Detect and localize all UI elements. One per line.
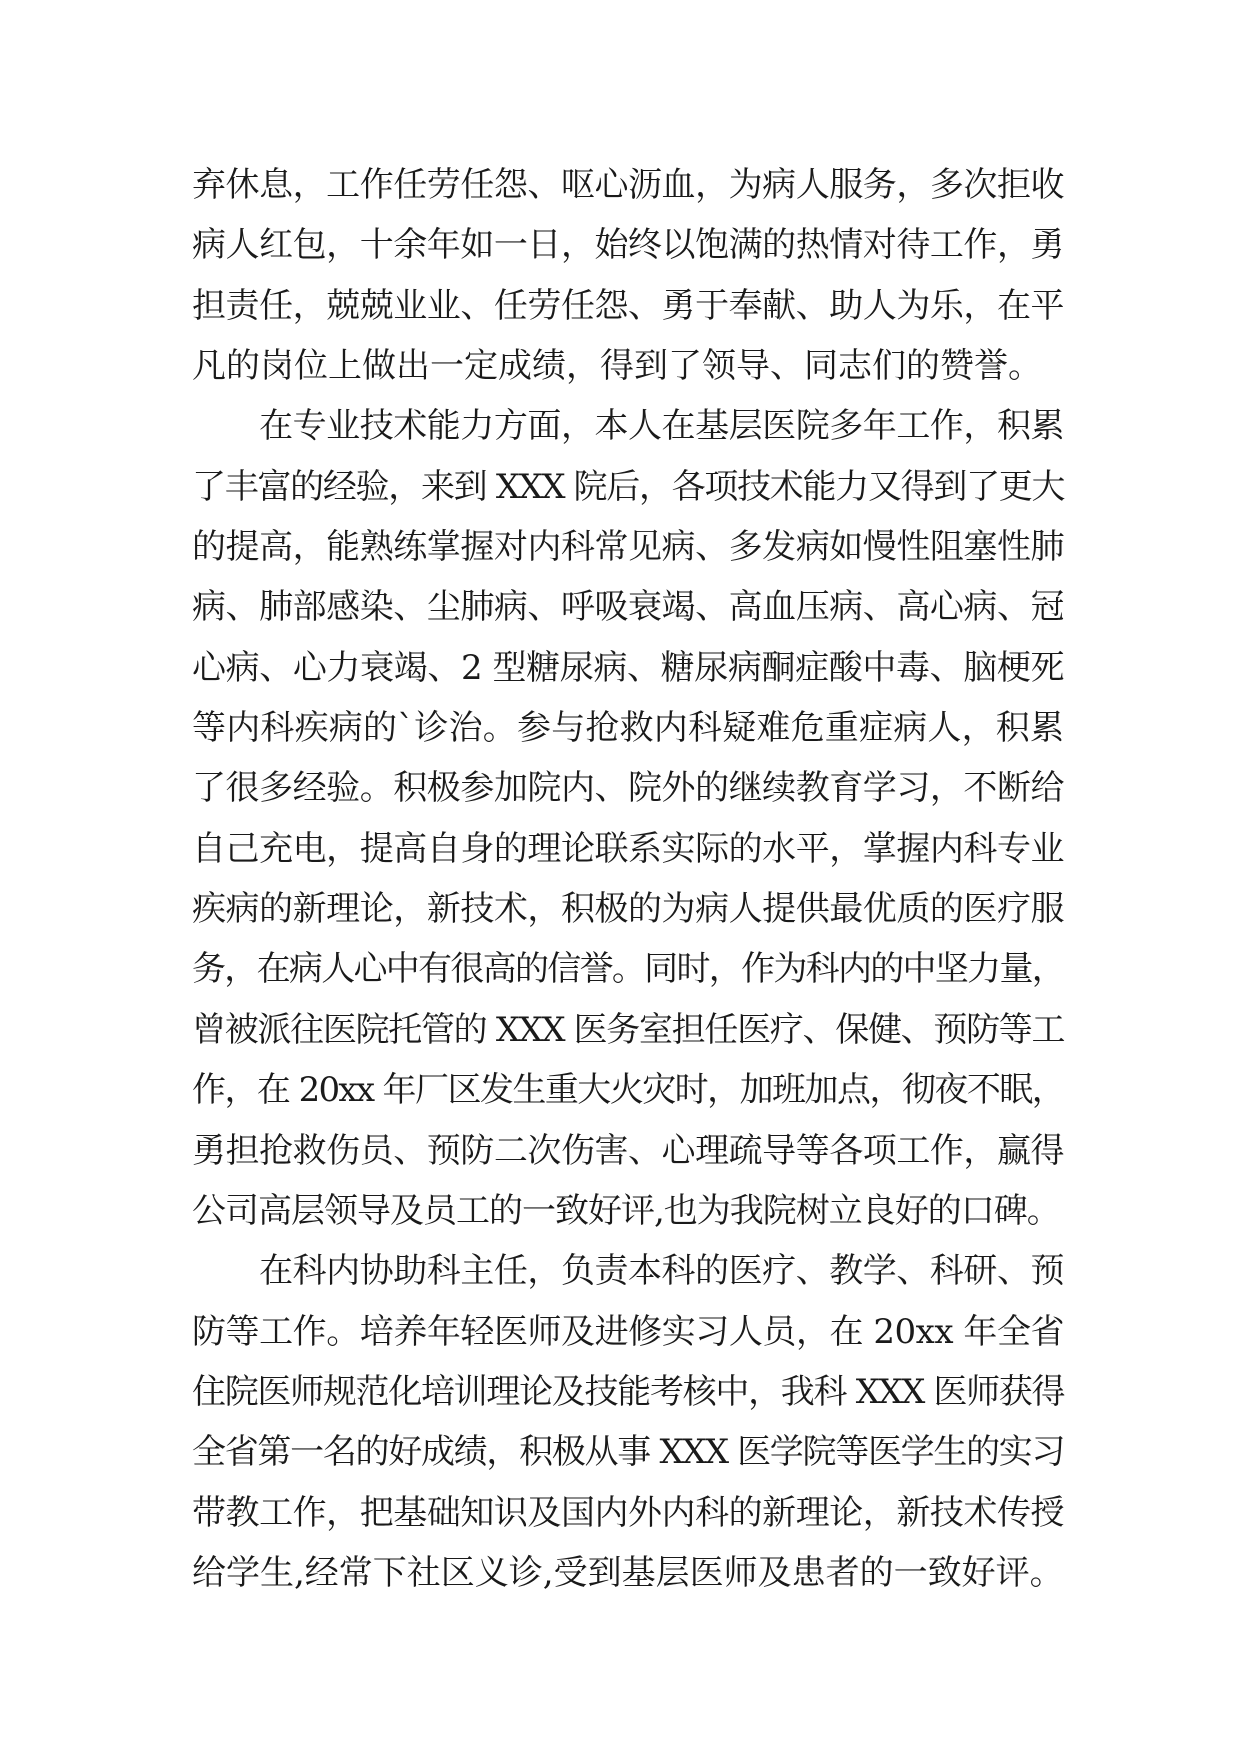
text-line: 疾病的新理论，新技术，积极的为病人提供最优质的医疗服 — [192, 889, 1064, 930]
text-line: 了丰富的经验，来到 XXX 院后，各项技术能力又得到了更大 — [192, 466, 1064, 507]
text-line: 病、肺部感染、尘肺病、呼吸衰竭、高血压病、高心病、冠 — [192, 587, 1064, 628]
text-line: 作，在 20xx 年厂区发生重大火灾时，加班加点，彻夜不眠， — [192, 1070, 1064, 1111]
text-line: 的提高，能熟练掌握对内科常见病、多发病如慢性阻塞性肺 — [192, 527, 1064, 568]
text-line: 在科内协助科主任，负责本科的医疗、教学、科研、预 — [192, 1251, 1064, 1292]
body-text — [192, 155, 1064, 1603]
text-line: 务，在病人心中有很高的信誉。同时，作为科内的中坚力量， — [192, 949, 1064, 990]
text-line: 了很多经验。积极参加院内、院外的继续教育学习，不断给 — [192, 768, 1064, 809]
text-line: 心病、心力衰竭、2 型糖尿病、糖尿病酮症酸中毒、脑梗死 — [192, 647, 1064, 688]
text-line: 等内科疾病的`诊治。参与抢救内科疑难危重症病人，积累 — [192, 708, 1064, 749]
text-line: 在专业技术能力方面，本人在基层医院多年工作，积累 — [192, 406, 1064, 447]
text-line: 病人红包，十余年如一日，始终以饱满的热情对待工作，勇 — [192, 225, 1064, 266]
text-line: 公司高层领导及员工的一致好评,也为我院树立良好的口碑。 — [192, 1190, 1060, 1231]
text-line: 自己充电，提高自身的理论联系实际的水平，掌握内科专业 — [192, 828, 1064, 869]
text-line: 勇担抢救伤员、预防二次伤害、心理疏导等各项工作，赢得 — [192, 1130, 1064, 1171]
text-line: 全省第一名的好成绩，积极从事 XXX 医学院等医学生的实习 — [192, 1432, 1064, 1473]
text-line: 弃休息，工作任劳任怨、呕心沥血，为病人服务，多次拒收 — [192, 165, 1064, 205]
text-line: 曾被派往医院托管的 XXX 医务室担任医疗、保健、预防等工 — [192, 1009, 1064, 1050]
text-line: 担责任，兢兢业业、任劳任怨、勇于奉献、助人为乐，在平 — [192, 285, 1064, 326]
text-line: 防等工作。培养年轻医师及进修实习人员，在 20xx 年全省 — [192, 1311, 1064, 1352]
text-line: 住院医师规范化培训理论及技能考核中，我科 XXX 医师获得 — [192, 1371, 1064, 1412]
text-line: 凡的岗位上做出一定成绩，得到了领导、同志们的赞誉。 — [192, 346, 1042, 387]
text-line: 给学生,经常下社区义诊,受到基层医师及患者的一致好评。 — [192, 1552, 1064, 1593]
text-line: 带教工作，把基础知识及国内外内科的新理论，新技术传授 — [192, 1492, 1064, 1533]
